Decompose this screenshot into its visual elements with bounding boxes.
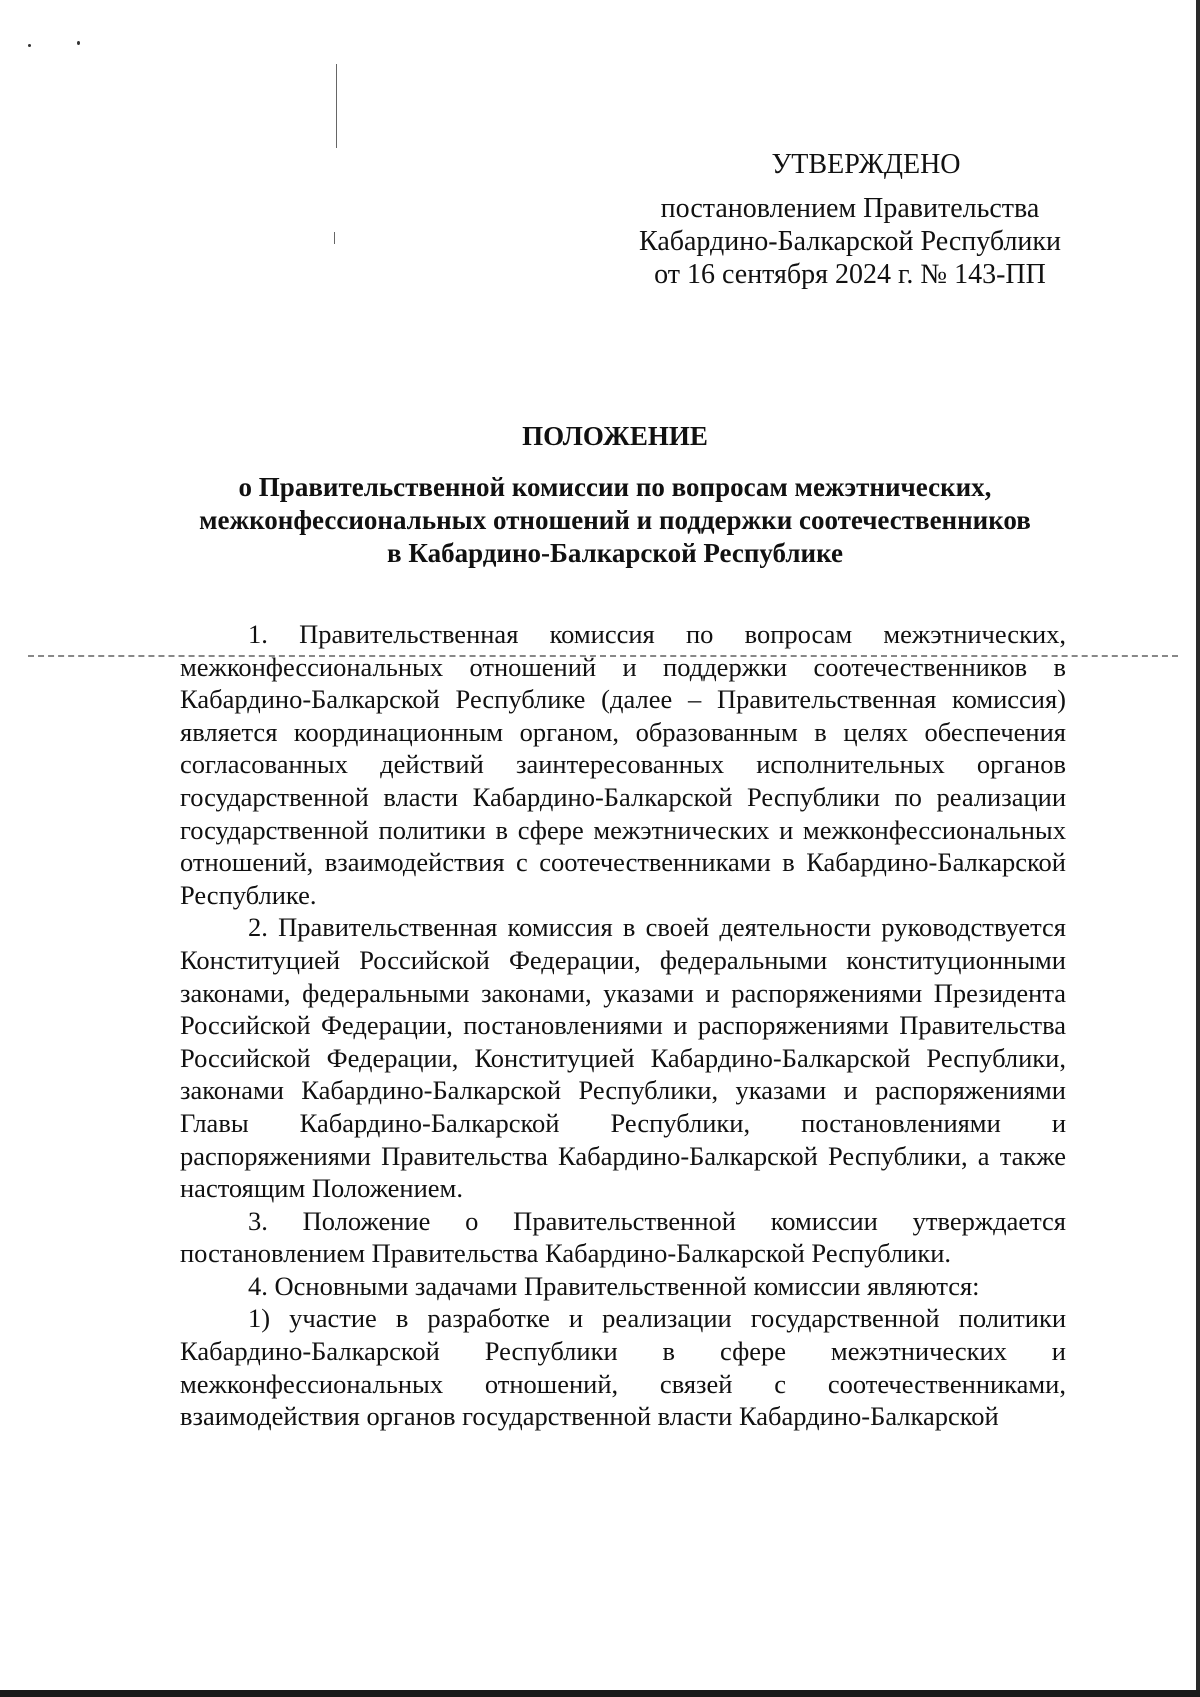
paragraph-2: 2. Правительственная комиссия в своей деятельности руководствуется Конституцией Российской Федерации, федеральными конституционными законами, федеральными законами, указами и распоряжениями Президента Российской Федерации, постановлениями и распоряжениями Правительства Российской Федерации, Конституцией Кабардино-Балкарской Республики, законами Кабардино-Балкарской Республики, указами и распоряжениями Главы Кабардино-Балкарской Республики, постановлениями и распоряжениями Правительства Кабардино-Балкарской Республики, а также настоящим Положением. <box>180 912 1066 1204</box>
document-body <box>180 618 1066 1433</box>
approved-heading: УТВЕРЖДЕНО <box>771 149 961 180</box>
title-subtitle-line: межконфессиональных отношений и поддержки соотечественников <box>199 505 1031 535</box>
scan-line <box>334 232 335 244</box>
approval-line: Кабардино-Балкарской Республики <box>639 226 1061 257</box>
paragraph-1: 1. Правительственная комиссия по вопросам межэтнических, межконфессиональных отношений и поддержки соотечественников в Кабардино-Балкарской Республике (далее – Правительственная комиссия) является координационным органом, образованным в целях обеспечения согласованных действий заинтересованных исполнительных органов государственной власти Кабардино-Балкарской Республики по реализации государственной политики в сфере межэтнических и межконфессиональных отношений, взаимодействия с соотечественниками в Кабардино-Балкарской Республике. <box>180 619 1066 910</box>
scan-speck <box>28 44 31 47</box>
title-main: ПОЛОЖЕНИЕ <box>522 421 708 451</box>
paragraph-4-item-1: 1) участие в разработке и реализации государственной политики Кабардино-Балкарской Республики в сфере межэтнических и межконфессиональных отношений, связей с соотечественниками, взаимодействия органов государственной власти Кабардино-Балкарской <box>180 1303 1066 1432</box>
title-subtitle-line: о Правительственной комиссии по вопросам межэтнических, <box>238 472 992 502</box>
paragraph-3: 3. Положение о Правительственной комиссии утверждается постановлением Правительства Кабардино-Балкарской Республики. <box>180 1205 1066 1269</box>
scan-edge <box>1196 0 1200 1697</box>
scan-line <box>336 64 337 148</box>
scan-speck <box>77 41 80 45</box>
approval-line: от 16 сентября 2024 г. № 143-ПП <box>654 259 1046 290</box>
document-title <box>160 420 1070 570</box>
paragraph-4: 4. Основными задачами Правительственной комиссии являются: <box>248 1270 980 1301</box>
approval-line: постановлением Правительства <box>660 193 1040 224</box>
title-subtitle-line: в Кабардино-Балкарской Республике <box>387 538 843 568</box>
scan-edge <box>0 1690 1200 1697</box>
